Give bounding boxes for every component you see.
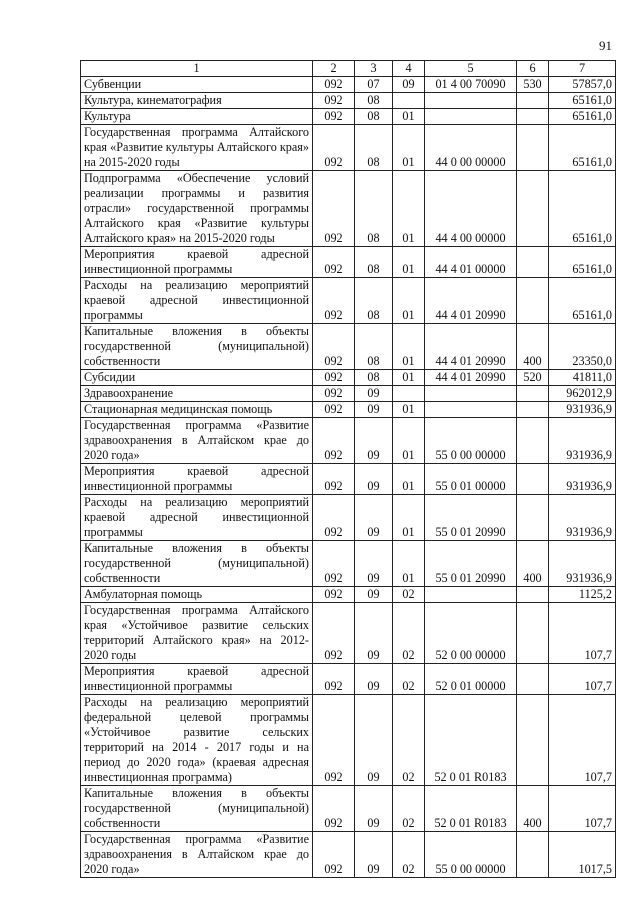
row-amount: 931936,9 <box>549 495 616 541</box>
row-subsection-code: 01 <box>393 370 425 386</box>
table-row <box>81 402 616 418</box>
row-amount: 107,7 <box>549 695 616 786</box>
table-row <box>81 495 616 541</box>
table-row <box>81 603 616 664</box>
row-subsection-code: 02 <box>393 664 425 695</box>
row-expense-type: 400 <box>517 786 549 832</box>
row-amount: 107,7 <box>549 786 616 832</box>
row-section-code: 08 <box>355 171 393 247</box>
row-subsection-code: 01 <box>393 495 425 541</box>
row-section-code: 09 <box>355 832 393 878</box>
row-section-code: 09 <box>355 418 393 464</box>
row-admin-code: 092 <box>313 695 355 786</box>
row-admin-code: 092 <box>313 418 355 464</box>
row-subsection-code: 01 <box>393 464 425 495</box>
row-target-code: 52 0 01 R0183 <box>425 786 517 832</box>
row-expense-type <box>517 832 549 878</box>
table-row <box>81 77 616 93</box>
row-expense-type <box>517 125 549 171</box>
row-admin-code: 092 <box>313 278 355 324</box>
table-row <box>81 786 616 832</box>
row-expense-type: 400 <box>517 324 549 370</box>
row-amount: 65161,0 <box>549 109 616 125</box>
row-admin-code: 092 <box>313 77 355 93</box>
row-expense-type: 400 <box>517 541 549 587</box>
row-subsection-code <box>393 93 425 109</box>
table-row <box>81 93 616 109</box>
row-admin-code: 092 <box>313 495 355 541</box>
row-target-code: 44 4 01 20990 <box>425 278 517 324</box>
row-name: Мероприятия краевой адресной инвестиционной программы <box>81 247 313 278</box>
row-admin-code: 092 <box>313 603 355 664</box>
table-row <box>81 278 616 324</box>
row-admin-code: 092 <box>313 832 355 878</box>
table-row <box>81 370 616 386</box>
row-target-code: 55 0 01 20990 <box>425 541 517 587</box>
row-name: Стационарная медицинская помощь <box>81 402 313 418</box>
row-amount: 931936,9 <box>549 464 616 495</box>
row-subsection-code: 01 <box>393 402 425 418</box>
row-subsection-code: 01 <box>393 418 425 464</box>
row-expense-type <box>517 495 549 541</box>
row-expense-type <box>517 171 549 247</box>
row-amount: 107,7 <box>549 603 616 664</box>
row-name: Мероприятия краевой адресной инвестиционной программы <box>81 664 313 695</box>
col-header-1: 1 <box>81 61 313 77</box>
row-expense-type <box>517 402 549 418</box>
row-target-code: 01 4 00 70090 <box>425 77 517 93</box>
row-target-code: 44 0 00 00000 <box>425 125 517 171</box>
row-target-code: 44 4 01 20990 <box>425 370 517 386</box>
row-section-code: 09 <box>355 402 393 418</box>
row-name: Здравоохранение <box>81 386 313 402</box>
row-admin-code: 092 <box>313 109 355 125</box>
table-row <box>81 171 616 247</box>
row-section-code: 09 <box>355 541 393 587</box>
row-section-code: 09 <box>355 695 393 786</box>
row-name: Расходы на реализацию мероприятий федеральной целевой программы «Устойчивое развитие сельских территорий на 2014 - 2017 годы и на период до 2020 года» (краевая адресная инвестиционная программа) <box>81 695 313 786</box>
row-subsection-code: 09 <box>393 77 425 93</box>
row-name: Расходы на реализацию мероприятий краевой адресной инвестиционной программы <box>81 278 313 324</box>
row-admin-code: 092 <box>313 171 355 247</box>
row-expense-type <box>517 603 549 664</box>
row-target-code <box>425 109 517 125</box>
row-target-code: 44 4 01 20990 <box>425 324 517 370</box>
row-subsection-code <box>393 386 425 402</box>
row-target-code: 44 4 01 00000 <box>425 247 517 278</box>
row-name: Государственная программа «Развитие здравоохранения в Алтайском крае до 2020 года» <box>81 832 313 878</box>
row-target-code: 52 0 00 00000 <box>425 603 517 664</box>
row-expense-type <box>517 278 549 324</box>
table-row <box>81 125 616 171</box>
row-name: Мероприятия краевой адресной инвестиционной программы <box>81 464 313 495</box>
row-subsection-code: 01 <box>393 171 425 247</box>
col-header-2: 2 <box>313 61 355 77</box>
row-section-code: 08 <box>355 125 393 171</box>
row-admin-code: 092 <box>313 324 355 370</box>
row-amount: 65161,0 <box>549 278 616 324</box>
col-header-6: 6 <box>517 61 549 77</box>
row-target-code <box>425 587 517 603</box>
table-row <box>81 664 616 695</box>
row-amount: 65161,0 <box>549 247 616 278</box>
row-name: Государственная программа Алтайского края «Развитие культуры Алтайского края» на 2015-2020 годы <box>81 125 313 171</box>
row-amount: 1017,5 <box>549 832 616 878</box>
table-row <box>81 247 616 278</box>
row-amount: 65161,0 <box>549 171 616 247</box>
row-section-code: 07 <box>355 77 393 93</box>
row-name: Субвенции <box>81 77 313 93</box>
table-row <box>81 109 616 125</box>
row-admin-code: 092 <box>313 125 355 171</box>
row-expense-type <box>517 109 549 125</box>
table-row <box>81 832 616 878</box>
row-section-code: 09 <box>355 664 393 695</box>
table-row <box>81 418 616 464</box>
table-row <box>81 386 616 402</box>
table-row <box>81 324 616 370</box>
row-expense-type <box>517 93 549 109</box>
budget-table <box>80 60 616 878</box>
table-row <box>81 464 616 495</box>
row-section-code: 08 <box>355 247 393 278</box>
table-row <box>81 541 616 587</box>
row-section-code: 09 <box>355 495 393 541</box>
row-expense-type <box>517 418 549 464</box>
row-subsection-code: 01 <box>393 324 425 370</box>
row-name: Субсидии <box>81 370 313 386</box>
row-target-code: 55 0 01 00000 <box>425 464 517 495</box>
table-row <box>81 587 616 603</box>
row-target-code: 52 0 01 R0183 <box>425 695 517 786</box>
row-target-code <box>425 93 517 109</box>
row-admin-code: 092 <box>313 464 355 495</box>
row-target-code: 44 4 00 00000 <box>425 171 517 247</box>
row-target-code <box>425 386 517 402</box>
row-expense-type <box>517 386 549 402</box>
row-section-code: 09 <box>355 603 393 664</box>
row-expense-type: 530 <box>517 77 549 93</box>
row-target-code: 55 0 01 20990 <box>425 495 517 541</box>
row-section-code: 09 <box>355 464 393 495</box>
row-admin-code: 092 <box>313 386 355 402</box>
page-number: 91 <box>599 38 612 53</box>
row-amount: 57857,0 <box>549 77 616 93</box>
row-amount: 931936,9 <box>549 402 616 418</box>
row-amount: 107,7 <box>549 664 616 695</box>
row-expense-type <box>517 587 549 603</box>
table-row <box>81 695 616 786</box>
row-admin-code: 092 <box>313 370 355 386</box>
row-name: Капитальные вложения в объекты государственной (муниципальной) собственности <box>81 786 313 832</box>
row-amount: 41811,0 <box>549 370 616 386</box>
row-name: Капитальные вложения в объекты государственной (муниципальной) собственности <box>81 541 313 587</box>
row-expense-type: 520 <box>517 370 549 386</box>
row-admin-code: 092 <box>313 587 355 603</box>
row-section-code: 09 <box>355 786 393 832</box>
row-subsection-code: 01 <box>393 278 425 324</box>
row-name: Государственная программа Алтайского края «Устойчивое развитие сельских территорий Алтайского края» на 2012-2020 годы <box>81 603 313 664</box>
row-section-code: 08 <box>355 370 393 386</box>
row-amount: 962012,9 <box>549 386 616 402</box>
row-admin-code: 092 <box>313 93 355 109</box>
row-amount: 931936,9 <box>549 418 616 464</box>
row-name: Амбулаторная помощь <box>81 587 313 603</box>
row-subsection-code: 01 <box>393 541 425 587</box>
row-name: Культура, кинематография <box>81 93 313 109</box>
row-amount: 1125,2 <box>549 587 616 603</box>
row-section-code: 08 <box>355 278 393 324</box>
row-name: Подпрограмма «Обеспечение условий реализации программы и развития отрасли» государственной программы Алтайского края «Развитие культуры Алтайского края» на 2015-2020 годы <box>81 171 313 247</box>
row-subsection-code: 02 <box>393 786 425 832</box>
row-admin-code: 092 <box>313 541 355 587</box>
row-section-code: 08 <box>355 93 393 109</box>
row-subsection-code: 02 <box>393 832 425 878</box>
row-name: Государственная программа «Развитие здравоохранения в Алтайском крае до 2020 года» <box>81 418 313 464</box>
row-section-code: 09 <box>355 587 393 603</box>
row-amount: 65161,0 <box>549 93 616 109</box>
row-target-code: 55 0 00 00000 <box>425 418 517 464</box>
row-expense-type <box>517 464 549 495</box>
row-subsection-code: 01 <box>393 247 425 278</box>
row-section-code: 08 <box>355 109 393 125</box>
row-section-code: 08 <box>355 324 393 370</box>
row-admin-code: 092 <box>313 247 355 278</box>
row-expense-type <box>517 695 549 786</box>
row-target-code: 52 0 01 00000 <box>425 664 517 695</box>
row-section-code: 09 <box>355 386 393 402</box>
header-row <box>81 61 616 77</box>
row-subsection-code: 01 <box>393 109 425 125</box>
row-amount: 65161,0 <box>549 125 616 171</box>
row-name: Расходы на реализацию мероприятий краевой адресной инвестиционной программы <box>81 495 313 541</box>
col-header-3: 3 <box>355 61 393 77</box>
col-header-5: 5 <box>425 61 517 77</box>
row-expense-type <box>517 664 549 695</box>
row-name: Капитальные вложения в объекты государственной (муниципальной) собственности <box>81 324 313 370</box>
row-admin-code: 092 <box>313 402 355 418</box>
row-subsection-code: 02 <box>393 587 425 603</box>
row-amount: 931936,9 <box>549 541 616 587</box>
row-name: Культура <box>81 109 313 125</box>
row-admin-code: 092 <box>313 664 355 695</box>
col-header-7: 7 <box>549 61 616 77</box>
row-amount: 23350,0 <box>549 324 616 370</box>
row-subsection-code: 01 <box>393 125 425 171</box>
row-subsection-code: 02 <box>393 603 425 664</box>
row-subsection-code: 02 <box>393 695 425 786</box>
row-admin-code: 092 <box>313 786 355 832</box>
col-header-4: 4 <box>393 61 425 77</box>
row-target-code: 55 0 00 00000 <box>425 832 517 878</box>
row-target-code <box>425 402 517 418</box>
row-expense-type <box>517 247 549 278</box>
